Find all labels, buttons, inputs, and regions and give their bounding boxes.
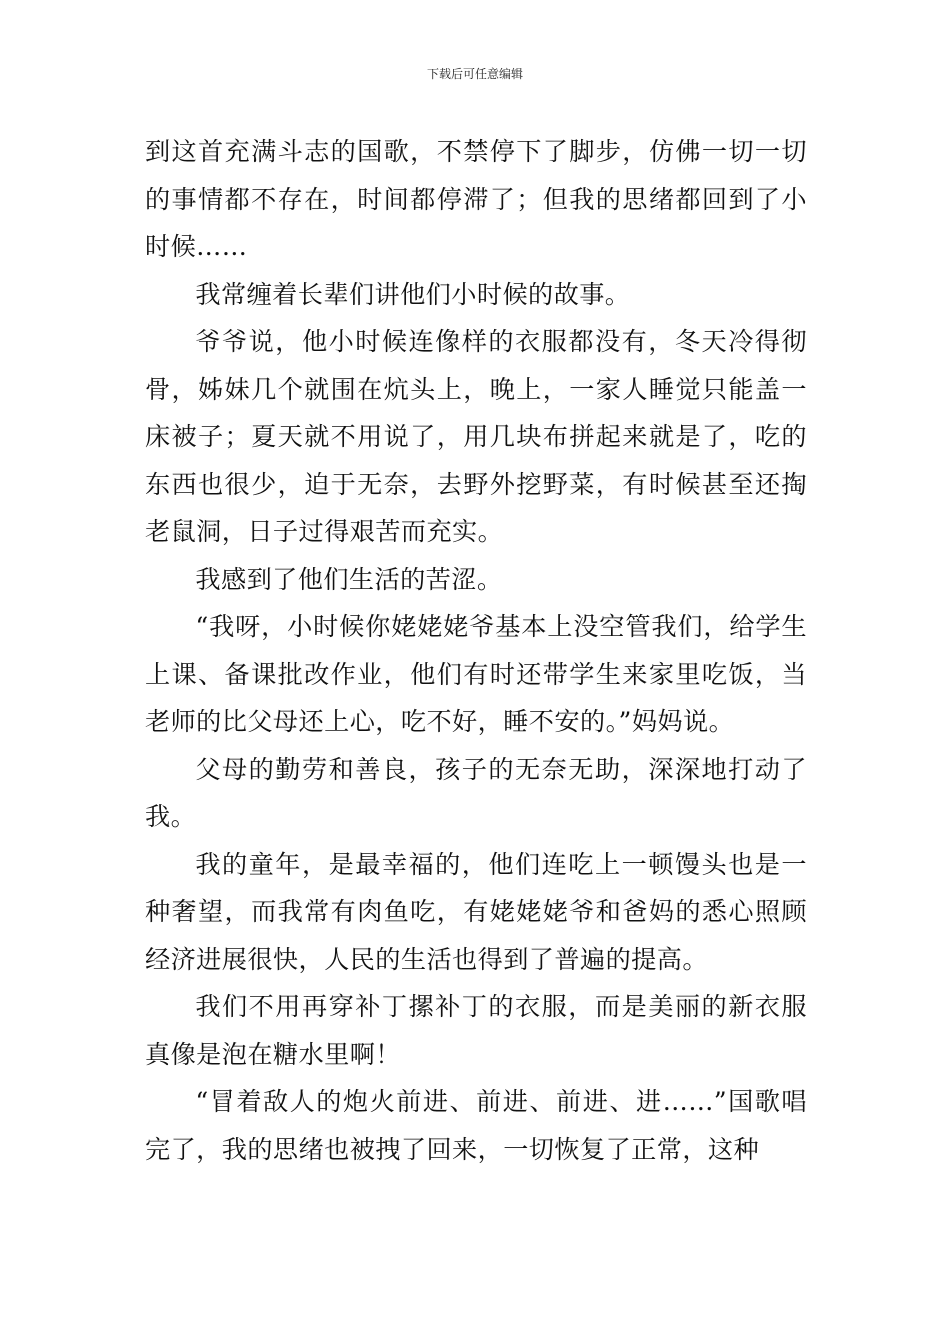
paragraph: “冒着敌人的炮火前进、前进、前进、进……”国歌唱完了，我的思绪也被拽了回来，一切恢复了正常，这种 (145, 1087, 807, 1164)
paragraph: “我呀，小时候你姥姥姥爷基本上没空管我们，给学生上课、备课批改作业，他们有时还带学生来家里吃饭，当老师的比父母还上心，吃不好，睡不安的。”妈妈说。 (145, 612, 807, 736)
paragraph: 我常缠着长辈们讲他们小时候的故事。 (195, 279, 631, 309)
paragraph: 父母的勤劳和善良，孩子的无奈无助，深深地打动了我。 (145, 754, 807, 831)
paragraph-continuation: 到这首充满斗志的国歌，不禁停下了脚步，仿佛一切一切的事情都不存在，时间都停滞了；但我的思绪都回到了小时候…… (145, 137, 807, 261)
paragraph: 我们不用再穿补丁摞补丁的衣服，而是美丽的新衣服真像是泡在糖水里啊！ (145, 992, 807, 1069)
paragraph: 爷爷说，他小时候连像样的衣服都没有，冬天冷得彻骨，姊妹几个就围在炕头上，晚上，一家人睡觉只能盖一床被子；夏天就不用说了，用几块布拼起来就是了，吃的东西也很少，迫于无奈，去野外挖野菜，有时候甚至还掏老鼠洞，日子过得艰苦而充实。 (145, 327, 807, 546)
document-body (145, 128, 807, 1173)
paragraph: 我的童年，是最幸福的，他们连吃上一顿馒头也是一种奢望，而我常有肉鱼吃，有姥姥姥爷和爸妈的悉心照顾经济进展很快，人民的生活也得到了普遍的提高。 (145, 849, 807, 974)
page-header: 下载后可任意编辑 (426, 67, 523, 81)
paragraph: 我感到了他们生活的苦涩。 (195, 564, 503, 594)
